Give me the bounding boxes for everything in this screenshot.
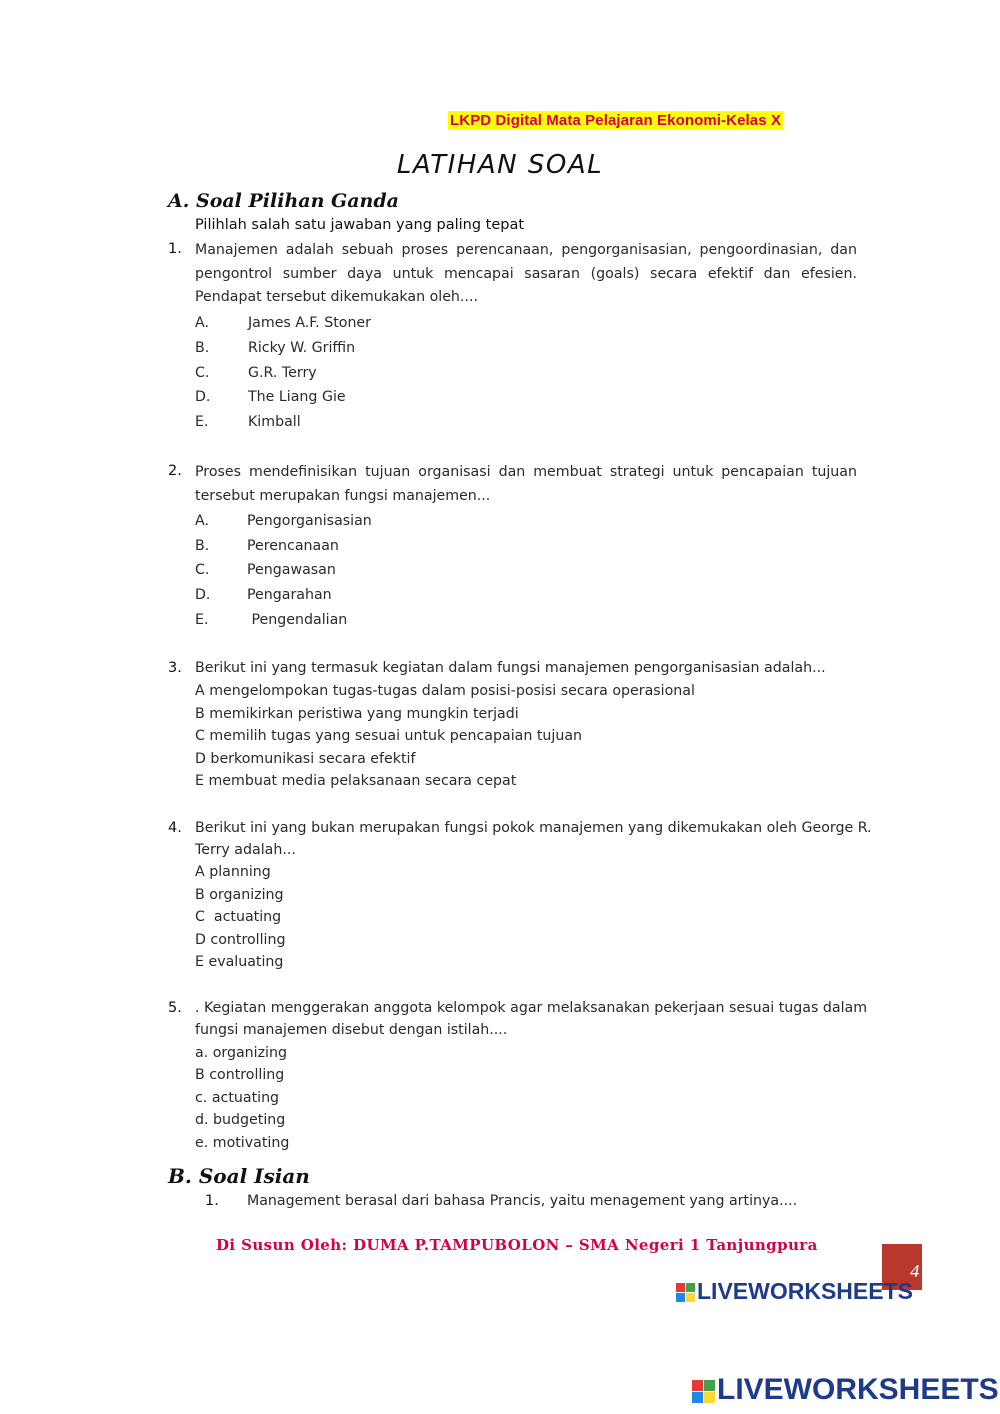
section-a-title: A. Soal Pilihan Ganda — [168, 190, 399, 212]
liveworksheets-logo-icon — [692, 1380, 715, 1403]
question-text-line-1: . Kegiatan menggerakan anggota kelompok agar melaksanakan pekerjaan sesuai tugas dalam — [195, 1000, 868, 1016]
page-title: LATIHAN SOAL — [396, 150, 604, 180]
question-number: 1. — [168, 241, 182, 257]
liveworksheets-logo-icon — [676, 1283, 695, 1302]
instruction: Pilihlah salah satu jawaban yang paling tepat — [195, 217, 525, 233]
option-b[interactable]: B memikirkan peristiwa yang mungkin terjadi — [195, 706, 519, 722]
option-d[interactable]: d. budgeting — [195, 1112, 286, 1128]
option-d[interactable]: D. The Liang Gie — [195, 389, 346, 405]
option-b[interactable]: B organizing — [195, 887, 284, 903]
option-e[interactable]: E membuat media pelaksanaan secara cepat — [195, 773, 517, 789]
page-number: 4 — [909, 1262, 920, 1281]
question-text: Berikut ini yang termasuk kegiatan dalam fungsi manajemen pengorganisasian adalah... — [195, 660, 826, 676]
option-d[interactable]: D controlling — [195, 932, 286, 948]
option-a[interactable]: A mengelompokan tugas-tugas dalam posisi-posisi secara operasional — [195, 683, 695, 699]
question-number: 2. — [168, 463, 182, 479]
option-b[interactable]: B controlling — [195, 1067, 285, 1083]
option-c[interactable]: C actuating — [195, 909, 282, 925]
section-b-title: B. Soal Isian — [168, 1164, 310, 1188]
option-b[interactable]: B. Ricky W. Griffin — [195, 340, 356, 356]
question-text-line-2: fungsi manajemen disebut dengan istilah.... — [195, 1022, 508, 1038]
option-a[interactable]: A planning — [195, 864, 271, 880]
option-b[interactable]: B. Perencanaan — [195, 538, 339, 554]
option-e[interactable]: e. motivating — [195, 1135, 290, 1151]
option-a[interactable]: A. James A.F. Stoner — [195, 315, 371, 331]
question-text: Management berasal dari bahasa Prancis, yaitu menagement yang artinya.... — [247, 1193, 798, 1209]
question-number: 3. — [168, 660, 182, 676]
option-c[interactable]: c. actuating — [195, 1090, 280, 1106]
option-c[interactable]: C memilih tugas yang sesuai untuk pencapaian tujuan — [195, 728, 583, 744]
option-e[interactable]: E. Pengendalian — [195, 612, 348, 628]
option-d[interactable]: D berkomunikasi secara efektif — [195, 751, 416, 767]
option-e[interactable]: E. Kimball — [195, 414, 301, 430]
watermark-inline: LIVEWORKSHEETS — [676, 1278, 913, 1305]
footer-credit: Di Susun Oleh: DUMA P.TAMPUBOLON – SMA Negeri 1 Tanjungpura — [216, 1236, 818, 1254]
option-c[interactable]: C. Pengawasan — [195, 562, 336, 578]
question-text: Manajemen adalah sebuah proses perencanaan, pengorganisasian, pengoordinasian, dan pengontrol sumber daya untuk mencapai sasaran (goals) secara efektif dan efesien. Pendapat tersebut dikemukakan oleh.... — [195, 242, 857, 305]
option-d[interactable]: D. Pengarahan — [195, 587, 332, 603]
option-a[interactable]: A. Pengorganisasian — [195, 513, 372, 529]
question-text-line-2: Terry adalah... — [195, 842, 296, 858]
question-number: 5. — [168, 1000, 182, 1016]
question-number: 4. — [168, 820, 182, 836]
watermark-bottom: LIVEWORKSHEETS — [692, 1373, 999, 1407]
option-c[interactable]: C. G.R. Terry — [195, 365, 317, 381]
option-a[interactable]: a. organizing — [195, 1045, 287, 1061]
question-number: 1. — [205, 1193, 219, 1209]
question-text-line-1: Berikut ini yang bukan merupakan fungsi pokok manajemen yang dikemukakan oleh George R. — [195, 820, 872, 836]
question-text: Proses mendefinisikan tujuan organisasi dan membuat strategi untuk pencapaian tujuan tersebut merupakan fungsi manajemen... — [195, 464, 857, 504]
option-e[interactable]: E evaluating — [195, 954, 284, 970]
header-tag: LKPD Digital Mata Pelajaran Ekonomi-Kelas X — [450, 112, 782, 129]
